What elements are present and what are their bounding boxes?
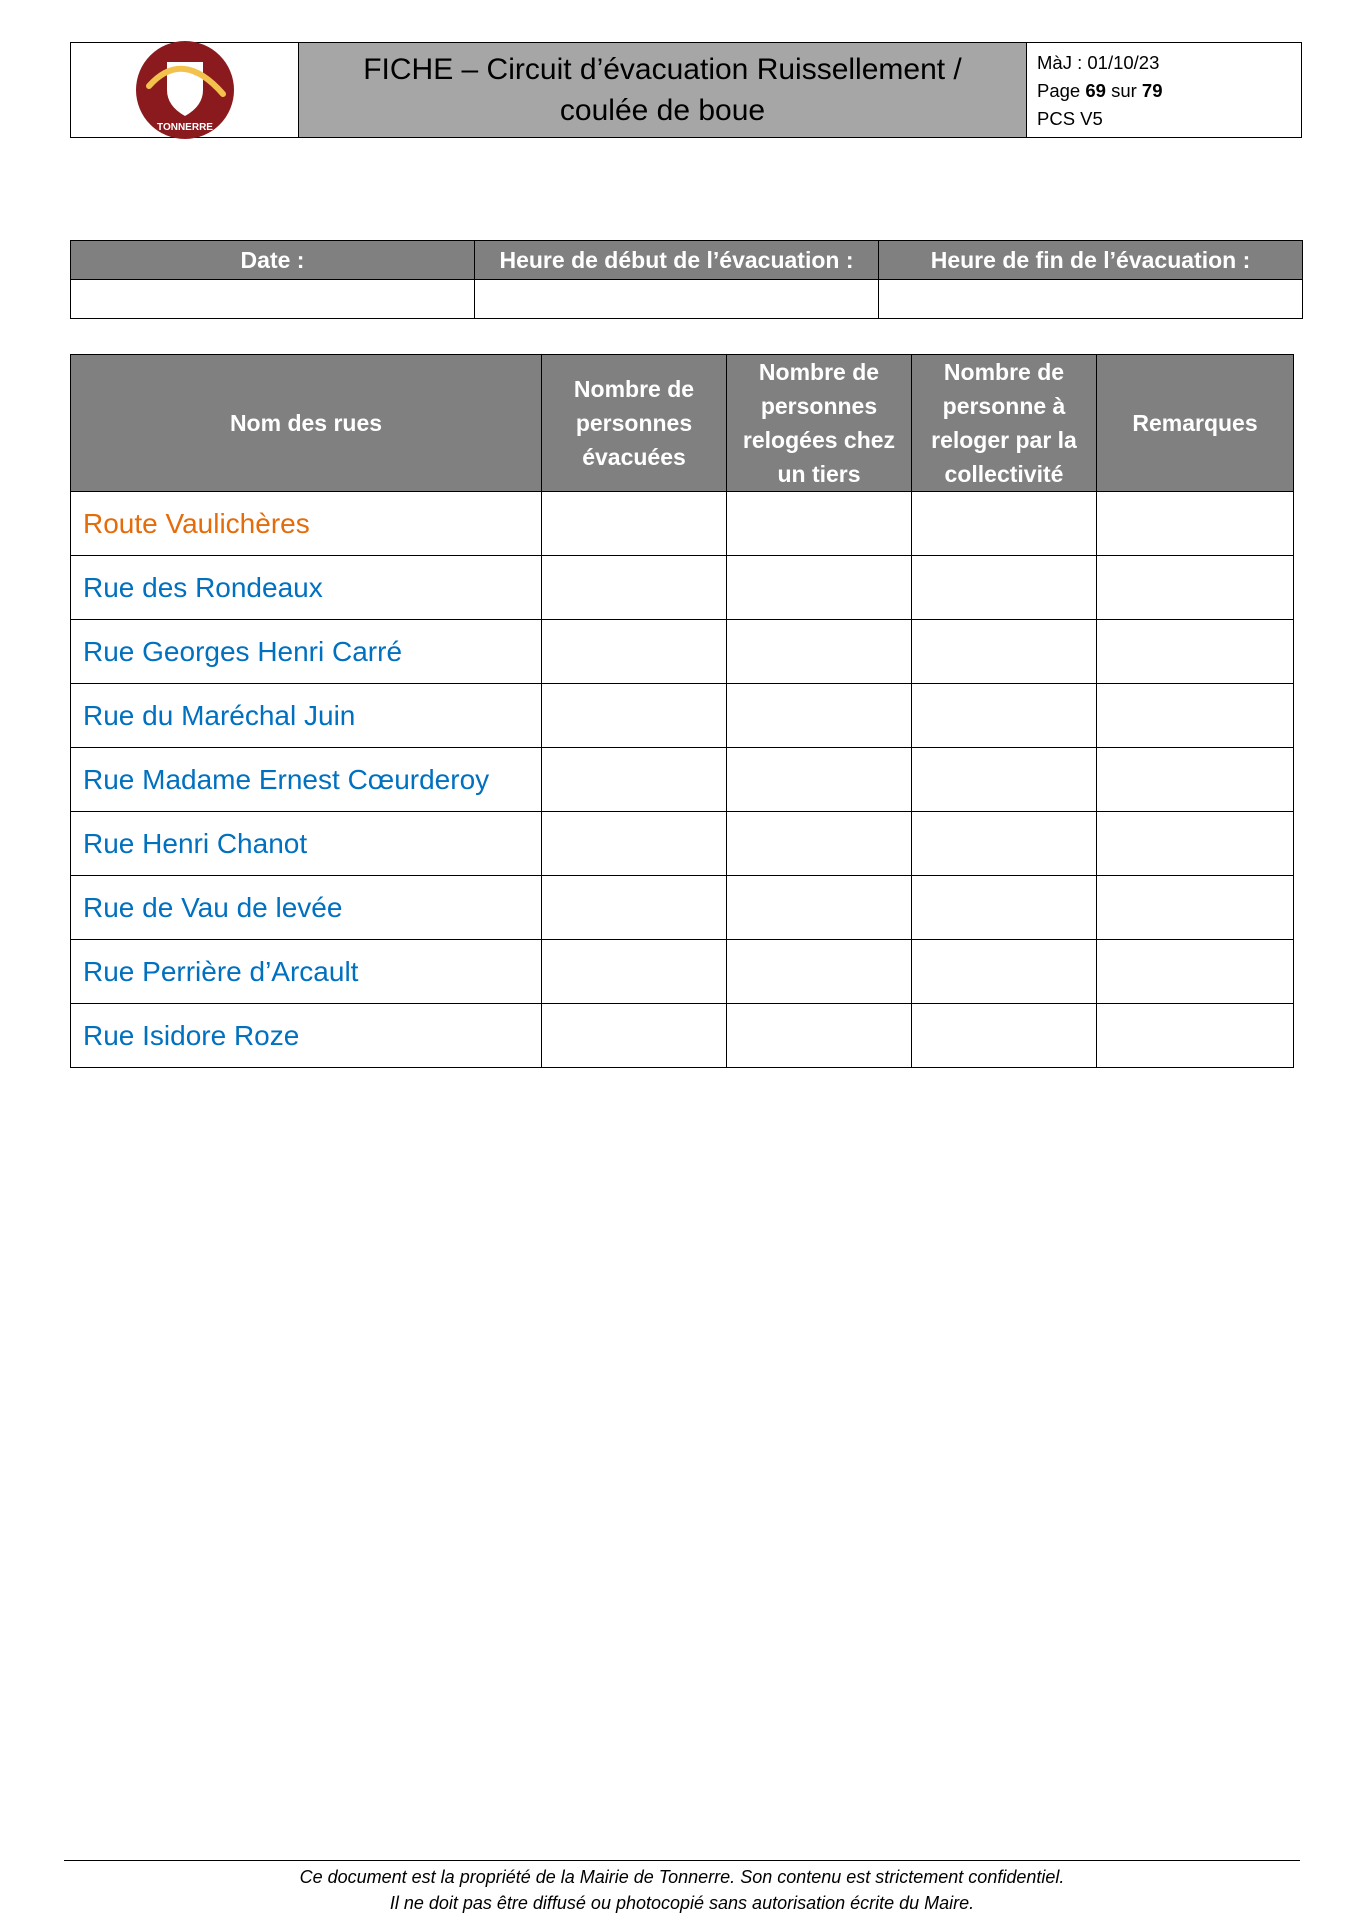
- svg-text:TONNERRE: TONNERRE: [156, 122, 213, 133]
- page-separator: sur: [1111, 80, 1137, 101]
- footer-line-1: Ce document est la propriété de la Mairie de Tonnerre. Son contenu est strictement confidentiel.: [299, 1867, 1065, 1887]
- rehoused-third-party-cell[interactable]: [727, 748, 912, 812]
- rehoused-third-party-cell[interactable]: [727, 492, 912, 556]
- table-row: [71, 748, 1294, 812]
- evacuated-count-cell[interactable]: [542, 620, 727, 684]
- remarks-header: Remarques: [1097, 355, 1294, 492]
- evacuated-count-cell[interactable]: [542, 940, 727, 1004]
- rehoused-community-cell[interactable]: [912, 876, 1097, 940]
- evacuated-count-cell[interactable]: [542, 876, 727, 940]
- evacuated-count-cell[interactable]: [542, 1004, 727, 1068]
- footer-divider: [64, 1860, 1300, 1861]
- page-total: 79: [1141, 80, 1163, 101]
- footer-line-2: Il ne doit pas être diffusé ou photocopié sans autorisation écrite du Maire.: [389, 1893, 975, 1913]
- title-line-1: FICHE – Circuit d’évacuation Ruissellement /: [363, 53, 962, 86]
- title-line-2: coulée de boue: [559, 94, 766, 127]
- rehoused-third-party-cell[interactable]: [727, 1004, 912, 1068]
- rehoused-community-cell[interactable]: [912, 812, 1097, 876]
- logo-cell: [71, 43, 299, 137]
- street-name: Route Vaulichères: [71, 492, 542, 556]
- rehoused-community-cell[interactable]: [912, 748, 1097, 812]
- street-name: Rue Perrière d’Arcault: [71, 940, 542, 1004]
- document-title: [299, 43, 1027, 137]
- end-time-header: Heure de fin de l’évacuation :: [879, 241, 1303, 280]
- remarks-cell[interactable]: [1097, 556, 1294, 620]
- streets-table: [70, 354, 1294, 1068]
- table-row: [71, 620, 1294, 684]
- date-header: Date :: [71, 241, 475, 280]
- evacuated-count-cell[interactable]: [542, 492, 727, 556]
- remarks-cell[interactable]: [1097, 748, 1294, 812]
- street-name: Rue Georges Henri Carré: [71, 620, 542, 684]
- remarks-cell[interactable]: [1097, 684, 1294, 748]
- street-name: Rue Madame Ernest Cœurderoy: [71, 748, 542, 812]
- document-header: [70, 42, 1302, 138]
- date-field[interactable]: [71, 280, 475, 319]
- rehoused-third-party-cell[interactable]: [727, 684, 912, 748]
- remarks-cell[interactable]: [1097, 492, 1294, 556]
- rehoused-community-header: Nombre de personne à reloger par la collectivité: [912, 355, 1097, 492]
- rehoused-community-cell[interactable]: [912, 492, 1097, 556]
- table-row: [71, 876, 1294, 940]
- street-name: Rue de Vau de levée: [71, 876, 542, 940]
- rehoused-third-party-cell[interactable]: [727, 620, 912, 684]
- table-row: [71, 812, 1294, 876]
- rehoused-community-cell[interactable]: [912, 1004, 1097, 1068]
- start-time-header: Heure de début de l’évacuation :: [475, 241, 879, 280]
- evacuated-count-header: Nombre de personnes évacuées: [542, 355, 727, 492]
- rehoused-third-party-cell[interactable]: [727, 876, 912, 940]
- table-row: [71, 940, 1294, 1004]
- street-name-header: Nom des rues: [71, 355, 542, 492]
- table-row: [71, 684, 1294, 748]
- street-name: Rue Isidore Roze: [71, 1004, 542, 1068]
- confidentiality-footer: [64, 1864, 1300, 1916]
- evacuation-time-table: [70, 240, 1303, 319]
- table-header-row: [71, 241, 1303, 280]
- table-row: [71, 556, 1294, 620]
- end-time-field[interactable]: [879, 280, 1303, 319]
- page-number: [1037, 77, 1291, 105]
- evacuated-count-cell[interactable]: [542, 684, 727, 748]
- version-label: PCS V5: [1037, 108, 1103, 129]
- rehoused-third-party-header: Nombre de personnes relogées chez un tiers: [727, 355, 912, 492]
- rehoused-community-cell[interactable]: [912, 940, 1097, 1004]
- rehoused-community-cell[interactable]: [912, 620, 1097, 684]
- remarks-cell[interactable]: [1097, 812, 1294, 876]
- table-row: [71, 492, 1294, 556]
- remarks-cell[interactable]: [1097, 940, 1294, 1004]
- street-name: Rue du Maréchal Juin: [71, 684, 542, 748]
- remarks-cell[interactable]: [1097, 620, 1294, 684]
- evacuated-count-cell[interactable]: [542, 812, 727, 876]
- table-row: [71, 1004, 1294, 1068]
- remarks-cell[interactable]: [1097, 876, 1294, 940]
- rehoused-third-party-cell[interactable]: [727, 556, 912, 620]
- street-name: Rue Henri Chanot: [71, 812, 542, 876]
- table-row: [71, 280, 1303, 319]
- page-current: 69: [1085, 80, 1106, 101]
- evacuated-count-cell[interactable]: [542, 748, 727, 812]
- rehoused-community-cell[interactable]: [912, 556, 1097, 620]
- page-prefix: Page: [1037, 80, 1081, 101]
- rehoused-community-cell[interactable]: [912, 684, 1097, 748]
- tonnerre-logo: [135, 40, 235, 140]
- table-header-row: [71, 355, 1294, 492]
- start-time-field[interactable]: [475, 280, 879, 319]
- evacuated-count-cell[interactable]: [542, 556, 727, 620]
- rehoused-third-party-cell[interactable]: [727, 812, 912, 876]
- rehoused-third-party-cell[interactable]: [727, 940, 912, 1004]
- document-meta: [1027, 43, 1301, 137]
- remarks-cell[interactable]: [1097, 1004, 1294, 1068]
- update-date: MàJ : 01/10/23: [1037, 52, 1160, 73]
- street-name: Rue des Rondeaux: [71, 556, 542, 620]
